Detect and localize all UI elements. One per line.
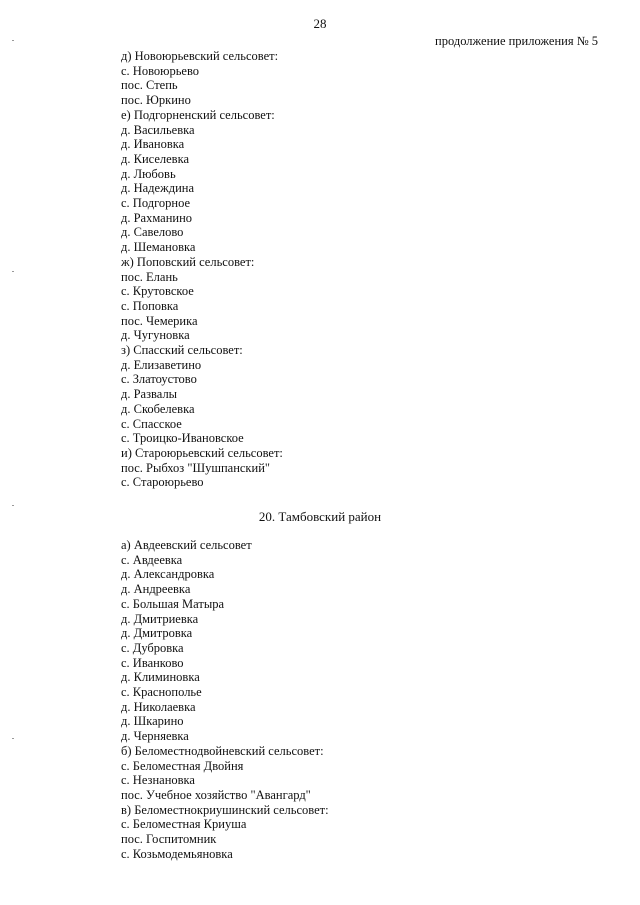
settlement-item: д. Александровка [121,567,215,582]
council-heading: з) Спасский сельсовет: [121,343,243,358]
settlement-item: с. Спасское [121,416,182,431]
appendix-note: продолжение приложения № 5 [435,34,598,48]
settlement-item: с. Крутовское [121,284,194,299]
council-heading: в) Беломестнокриушинский сельсовет: [121,802,329,817]
council-heading: и) Староюрьевский сельсовет: [121,445,283,460]
scan-mark [12,40,14,41]
settlement-item: д. Дмитровка [121,626,193,641]
settlement-item: д. Елизаветино [121,357,202,372]
settlement-item: с. Златоустово [121,372,197,387]
settlement-item: с. Поповка [121,298,179,313]
settlement-item: с. Беломестная Криуша [121,817,247,832]
settlement-item: д. Черняевка [121,729,189,744]
settlement-item: д. Климиновка [121,670,200,685]
settlement-item: пос. Чемерика [121,313,198,328]
settlement-item: пос. Юркино [121,93,191,108]
settlement-item: д. Савелово [121,225,184,240]
settlement-item: д. Развалы [121,387,178,402]
settlement-item: с. Авдеевка [121,552,183,567]
settlement-item: с. Краснополье [121,685,202,700]
council-heading: д) Новоюрьевский сельсовет: [121,49,279,63]
settlement-item: пос. Рыбхоз "Шушпанский" [121,460,270,475]
settlement-item: с. Подгорное [121,196,191,211]
page-number: 28 [313,16,327,31]
settlement-item: пос. Учебное хозяйство "Авангард" [121,787,311,802]
settlement-item: с. Беломестная Двойня [121,758,244,773]
settlement-item: с. Иванково [121,655,184,670]
scan-mark [12,505,14,506]
settlement-item: с. Дубровка [121,640,184,655]
section-heading: 20. Тамбовский район [258,509,382,524]
council-heading: ж) Поповский сельсовет: [121,254,255,269]
settlement-item: д. Ивановка [121,137,185,152]
settlement-item: пос. Степь [121,78,178,93]
settlement-item: д. Васильевка [121,122,195,137]
settlement-item: д. Дмитриевка [121,611,199,626]
settlement-item: д. Скобелевка [121,401,195,416]
settlement-item: д. Чугуновка [121,328,190,343]
settlement-list-top [121,49,283,490]
settlement-item: д. Надеждина [121,181,195,196]
settlement-item: д. Шемановка [121,240,196,255]
settlement-item: с. Новоюрьево [121,63,200,78]
council-heading: е) Подгорненский сельсовет: [121,107,275,122]
settlement-item: с. Троицко-Ивановское [121,431,244,446]
settlement-item: пос. Елань [121,269,178,284]
council-heading: б) Беломестнодвойневский сельсовет: [121,743,324,758]
scan-mark [12,271,14,272]
settlement-item: с. Козьмодемьяновка [121,846,233,861]
settlement-item: д. Киселевка [121,151,190,166]
settlement-item: д. Андреевка [121,582,191,597]
settlement-item: д. Николаевка [121,699,196,714]
settlement-item: д. Шкарино [121,714,184,729]
settlement-list-bottom [121,538,329,861]
settlement-item: с. Незнановка [121,773,195,788]
settlement-item: д. Рахманино [121,210,193,225]
council-heading: а) Авдеевский сельсовет [121,538,252,552]
settlement-item: пос. Госпитомник [121,832,217,847]
scan-mark [12,738,14,739]
settlement-item: с. Староюрьево [121,475,204,490]
settlement-item: с. Большая Матыра [121,596,225,611]
settlement-item: д. Любовь [121,166,176,181]
